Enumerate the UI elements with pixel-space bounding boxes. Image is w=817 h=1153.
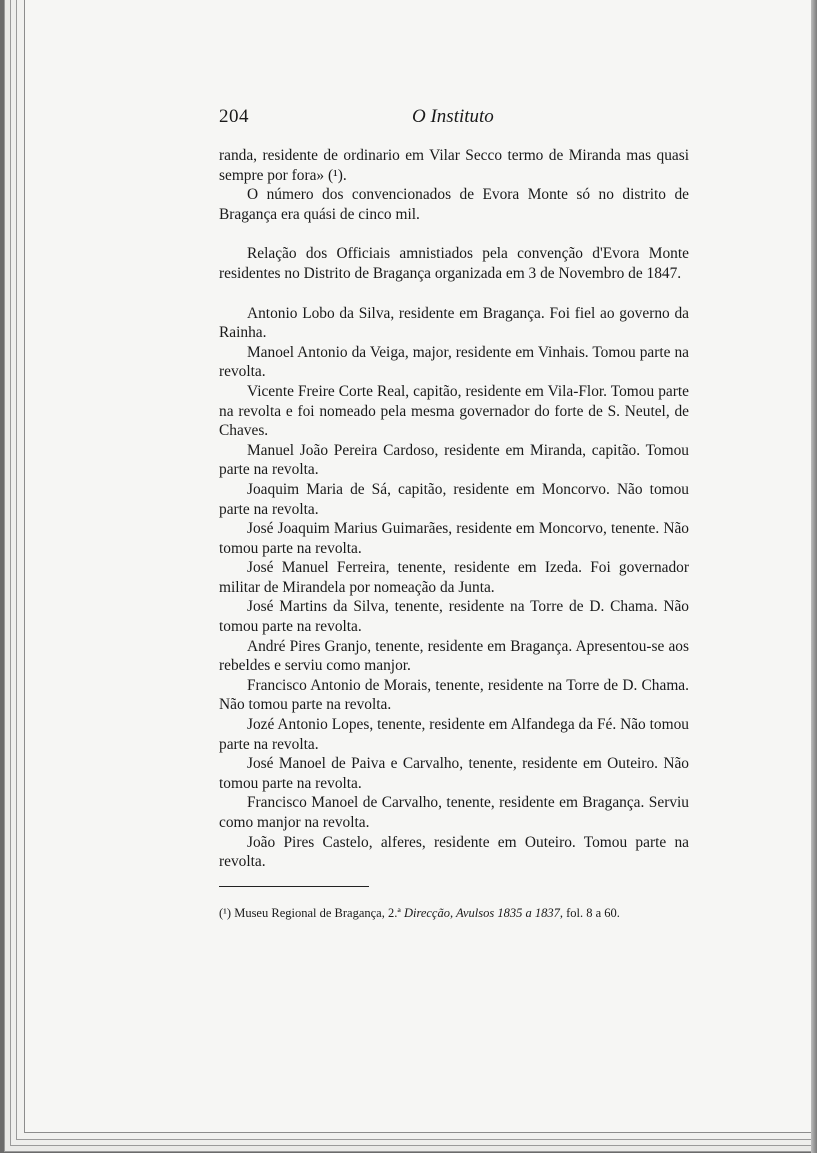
list-heading: Relação dos Officiais amnistiados pela convenção d'Evora Monte residentes no Distrito de Bragança organizada em 3 de Novembro de 1847. (219, 245, 689, 282)
list-item: José Martins da Silva, tenente, residente na Torre de D. Chama. Não tomou parte na revolta. (219, 598, 689, 636)
running-title: O Instituto (412, 106, 494, 127)
page-header (219, 106, 689, 134)
list-item: Jozé Antonio Lopes, tenente, residente em Alfandega da Fé. Não tomou parte na revolta. (219, 716, 689, 753)
paragraph: O número dos convencionados de Evora Monte só no distrito de Bragança era quási de cinco mil. (219, 186, 689, 223)
list-item: José Joaquim Marius Guimarães, residente em Moncorvo, tenente. Não tomou parte na revolta. (219, 520, 689, 557)
page-number: 204 (219, 106, 249, 127)
footnote-italic-text: Direcção, Avulsos 1835 a 1837, (403, 906, 563, 920)
spacer (219, 224, 689, 244)
list-item: Francisco Manoel de Carvalho, tenente, residente em Bragança. Serviu como manjor na revolta. (219, 794, 689, 831)
footnote-marker: (¹) (219, 906, 232, 920)
spacer (219, 284, 689, 304)
footnote-text: Museu Regional de Bragança, 2.ª (234, 906, 401, 920)
list-item: Vicente Freire Corte Real, capitão, residente em Vila-Flor. Tomou parte na revolta e foi nomeado pela mesma governador do forte de S. Neutel, de Chaves. (219, 382, 689, 440)
list-item: João Pires Castelo, alferes, residente em Outeiro. Tomou parte na revolta. (219, 833, 689, 871)
page-shadow (811, 0, 817, 1153)
list-item: Manoel Antonio da Veiga, major, residente em Vinhais. Tomou parte na revolta. (219, 343, 689, 381)
list-item: José Manuel Ferreira, tenente, residente em Izeda. Foi governador militar de Mirandela por nomeação da Junta. (219, 559, 689, 596)
footnote (219, 905, 689, 921)
list-item: Francisco Antonio de Morais, tenente, residente na Torre de D. Chama. Não tomou parte na revolta. (219, 676, 689, 714)
list-item: Joaquim Maria de Sá, capitão, residente em Moncorvo. Não tomou parte na revolta. (219, 480, 689, 518)
page-body (219, 146, 689, 872)
list-item: José Manoel de Paiva e Carvalho, tenente, residente em Outeiro. Não tomou parte na revolta. (219, 755, 689, 792)
list-item: Manuel João Pereira Cardoso, residente em Miranda, capitão. Tomou parte na revolta. (219, 441, 689, 479)
footnote-rule (219, 886, 369, 887)
list-item: Antonio Lobo da Silva, residente em Bragança. Foi fiel ao governo da Rainha. (219, 304, 689, 342)
list-item: André Pires Granjo, tenente, residente em Bragança. Apresentou-se aos rebeldes e serviu como manjor. (219, 637, 689, 675)
footnote-end-text: fol. 8 a 60. (566, 906, 620, 920)
paragraph: randa, residente de ordinario em Vilar Secco termo de Miranda mas quasi sempre por fora» (¹). (219, 147, 689, 184)
